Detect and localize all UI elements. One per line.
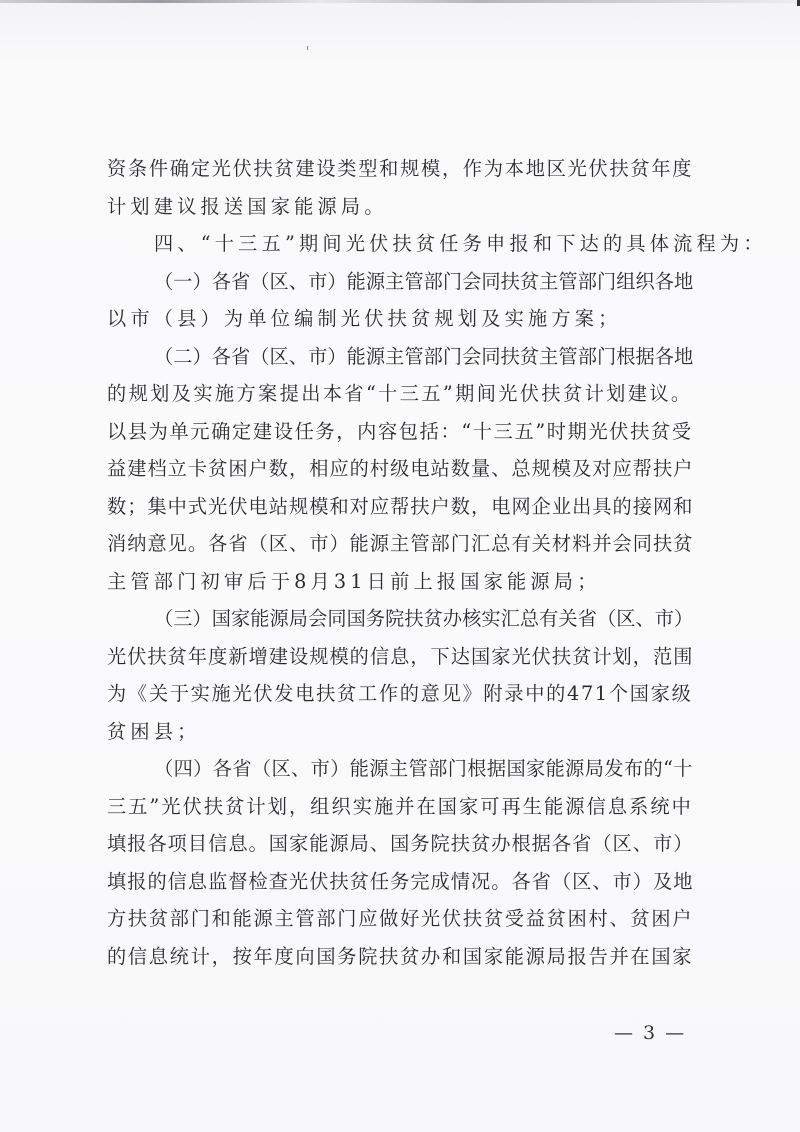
text-line: 消纳意见。各省（区、市）能源主管部门汇总有关材料并会同扶贫 [107, 532, 694, 555]
text-line: 资条件确定光伏扶贫建设类型和规模，作为本地区光伏扶贫年度 [107, 157, 694, 180]
section-heading: 四、“十三五”期间光伏扶贫任务申报和下达的具体流程为： [154, 232, 767, 255]
text-line: 以市（县）为单位编制光伏扶贫规划及实施方案； [107, 307, 622, 330]
page-number: — 3 — [614, 1022, 687, 1044]
text-line: （三）国家能源局会同国务院扶贫办核实汇总有关省（区、市） [154, 607, 694, 630]
text-line: （一）各省（区、市）能源主管部门会同扶贫主管部门组织各地 [154, 270, 694, 293]
text-line: 数；集中式光伏电站规模和对应帮扶户数，电网企业出具的接网和 [107, 495, 694, 518]
text-line: 填报各项目信息。国家能源局、国务院扶贫办根据各省（区、市） [107, 832, 694, 855]
text-line: 三五”光伏扶贫计划，组织实施并在国家可再生能源信息系统中 [107, 795, 693, 818]
scan-top-edge [0, 0, 800, 3]
text-line: 方扶贫部门和能源主管部门应做好光伏扶贫受益贫困村、贫困户 [107, 907, 694, 930]
text-line: 填报的信息监督检查光伏扶贫任务完成情况。各省（区、市）及地 [107, 870, 694, 893]
text-line: （四）各省（区、市）能源主管部门根据国家能源局发布的“十 [154, 757, 693, 780]
text-line: 以县为单元确定建设任务，内容包括：“十三五”时期光伏扶贫受 [107, 420, 693, 443]
text-line: 为《关于实施光伏发电扶贫工作的意见》附录中的471个国家级 [107, 682, 693, 705]
text-line: 主管部门初审后于8月31日前上报国家能源局； [107, 570, 601, 593]
text-line: 的信息统计，按年度向国务院扶贫办和国家能源局报告并在国家 [107, 945, 694, 968]
text-line: 光伏扶贫年度新增建设规模的信息，下达国家光伏扶贫计划，范围 [107, 645, 694, 668]
text-line: 的规划及实施方案提出本省“十三五”期间光伏扶贫计划建议。 [107, 382, 693, 405]
text-line: （二）各省（区、市）能源主管部门会同扶贫主管部门根据各地 [154, 345, 694, 368]
text-line: 益建档立卡贫困户数，相应的村级电站数量、总规模及对应帮扶户 [107, 457, 694, 480]
text-line: 贫困县； [107, 720, 201, 743]
scan-speck [307, 46, 308, 50]
text-line: 计划建议报送国家能源局。 [107, 195, 388, 218]
